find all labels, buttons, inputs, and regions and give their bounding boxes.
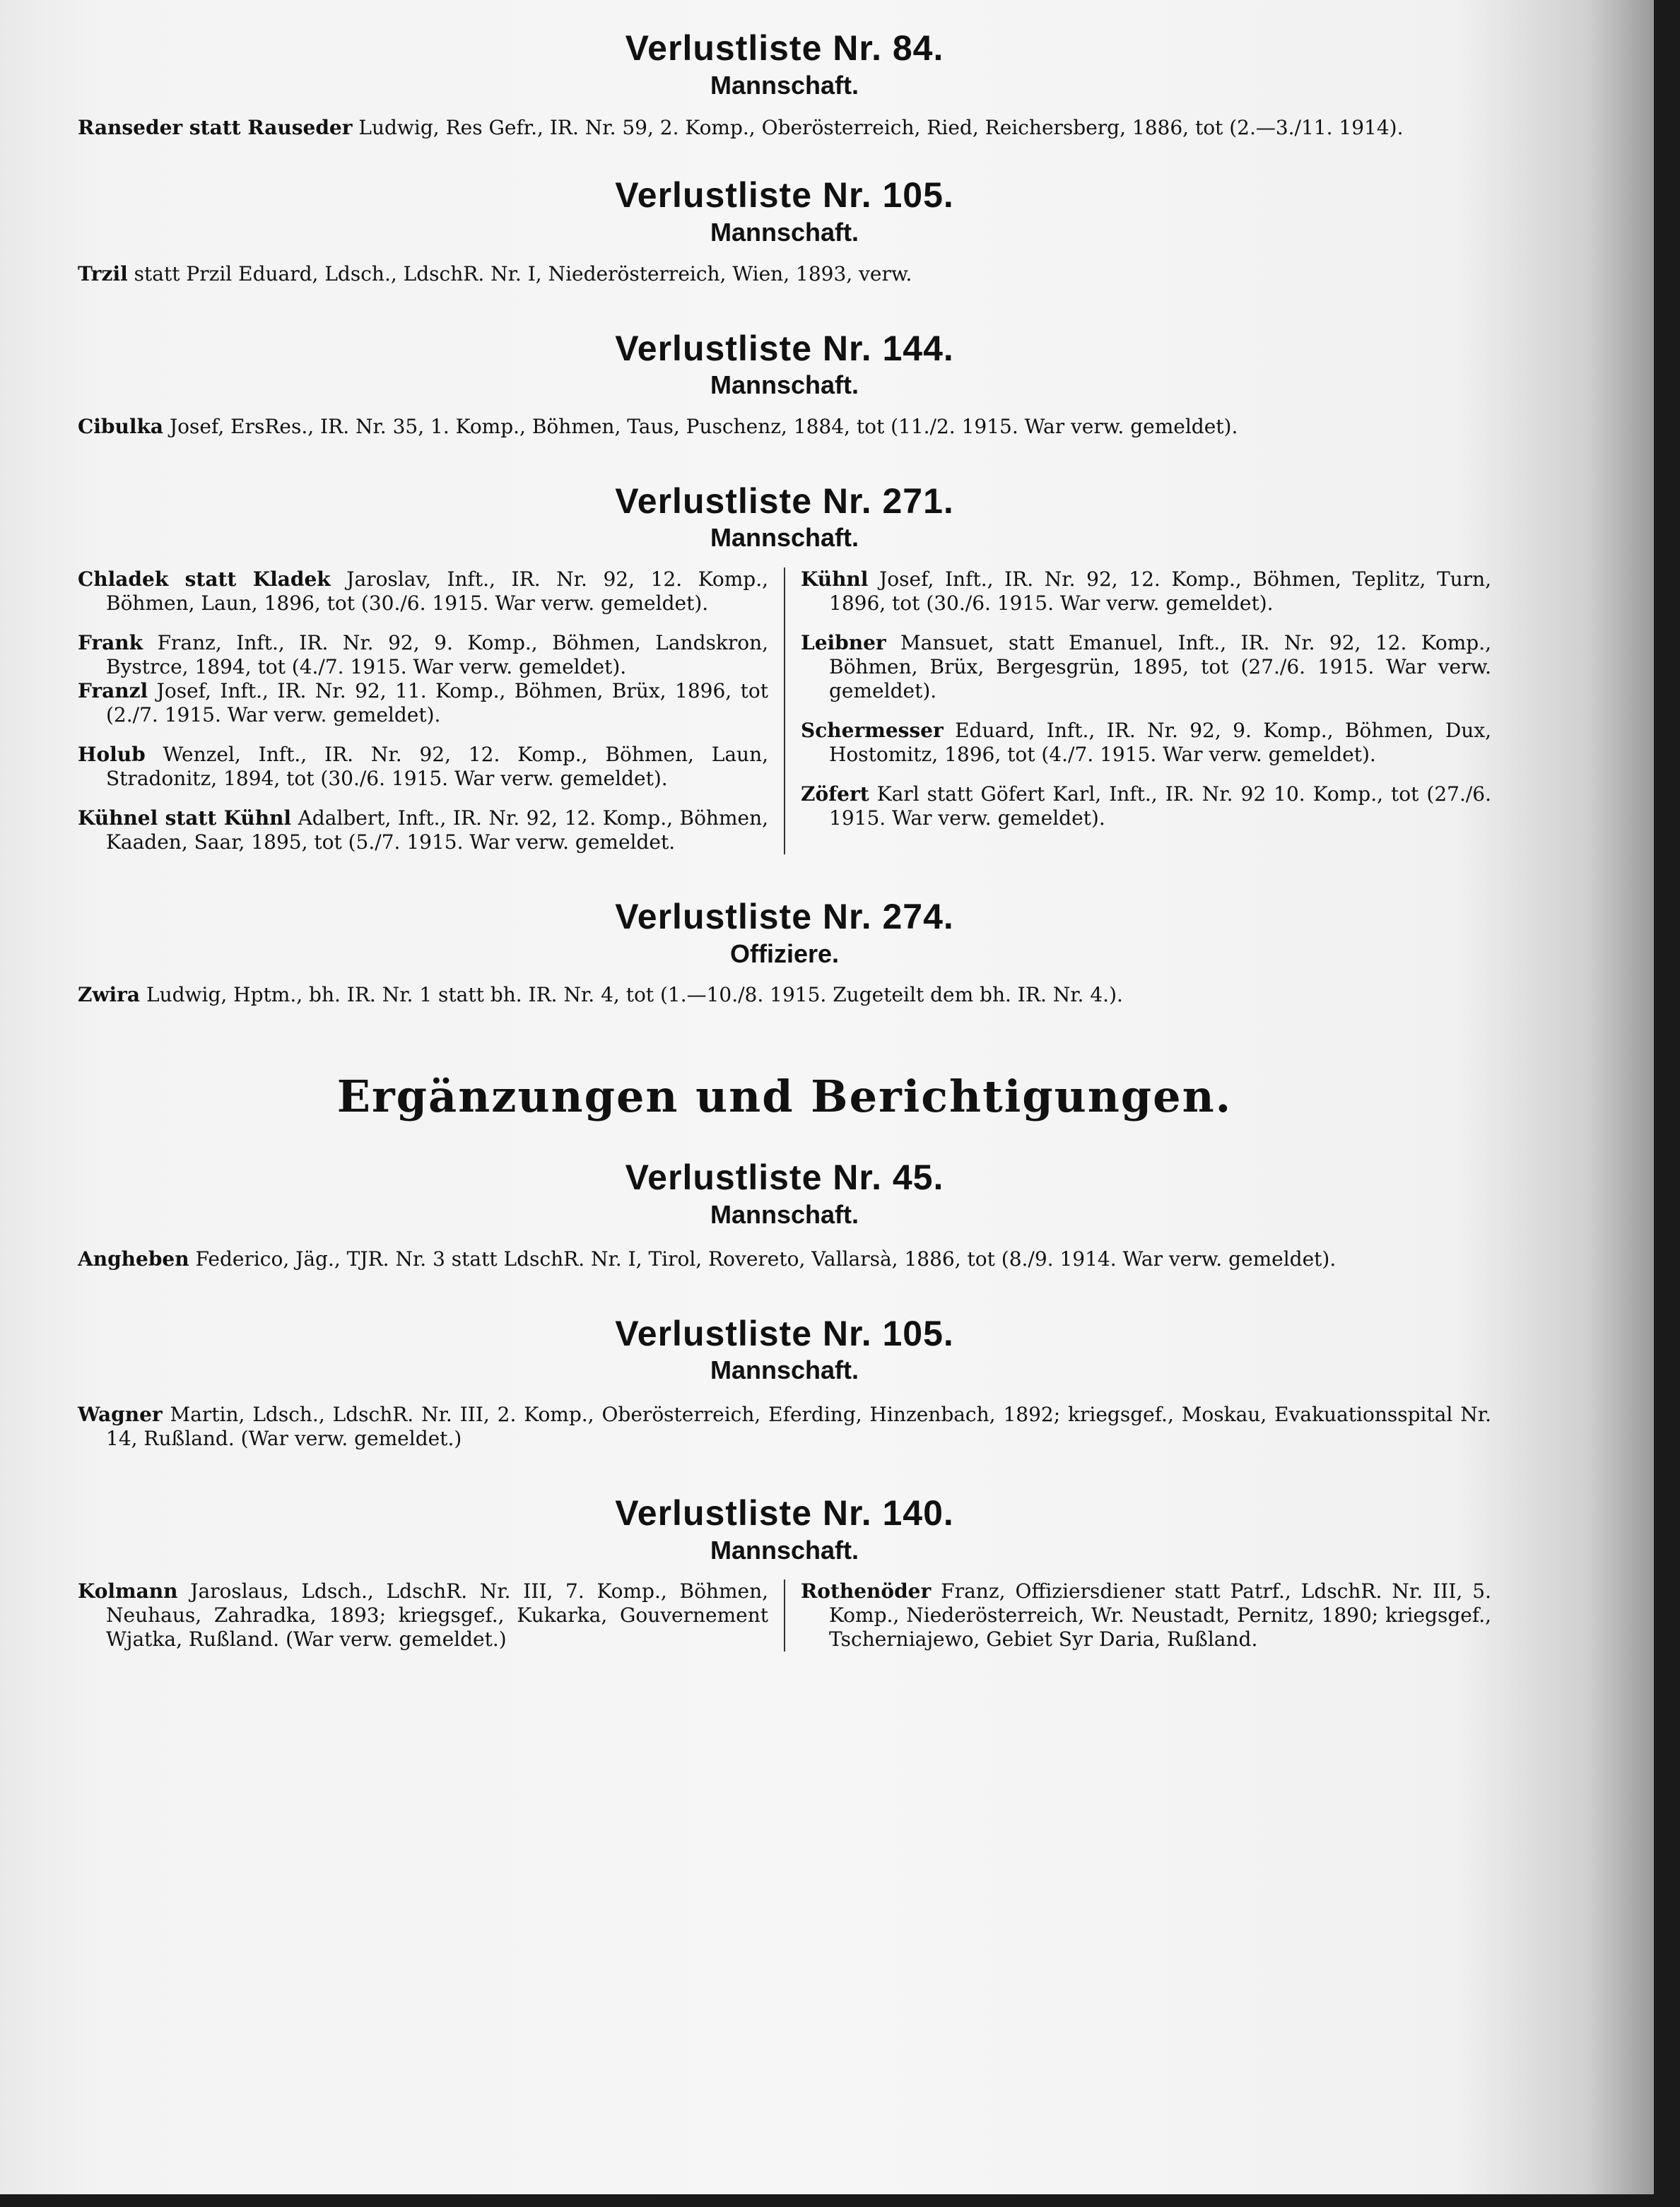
list-entry xyxy=(78,262,1491,286)
list-section-274 xyxy=(78,897,1491,1007)
right-column xyxy=(801,1579,1491,1652)
entry-name: Frank xyxy=(78,631,143,655)
entry-text: Eduard, Inft., IR. Nr. 92, 9. Komp., Böhmen, Dux, Hostomitz, 1896, tot (4./7. 1915. War verw. gemeldet). xyxy=(829,719,1492,767)
list-entry xyxy=(801,719,1491,767)
left-column xyxy=(78,1579,768,1652)
list-section-105-corrections xyxy=(78,1314,1491,1451)
right-column xyxy=(801,567,1491,854)
entry-text: Mansuet, statt Emanuel, Inft., IR. Nr. 92, 12. Komp., Böhmen, Brüx, Bergesgrün, 1895, tot (27./6. 1915. War verw. gemeldet). xyxy=(829,631,1492,703)
page-content xyxy=(78,28,1491,1680)
section-title: Verlustliste Nr. 271. xyxy=(615,481,954,521)
entry-name: Cibulka xyxy=(78,414,164,438)
section-subtitle: Mannschaft. xyxy=(710,217,859,247)
section-title: Verlustliste Nr. 105. xyxy=(615,1313,954,1353)
two-column-list xyxy=(78,567,1491,854)
entry-text: Martin, Ldsch., LdschR. Nr. III, 2. Komp., Oberösterreich, Eferding, Hinzenbach, 1892; kriegsgef., Moskau, Evakuationsspital Nr. 14, Rußland. (War verw. gemeldet.) xyxy=(106,1403,1491,1451)
entry-text: Wenzel, Inft., IR. Nr. 92, 12. Komp., Böhmen, Laun, Stradonitz, 1894, tot (30./6. 1915. War verw. gemeldet). xyxy=(106,743,769,791)
list-section-144 xyxy=(78,329,1491,439)
entry-text: Ludwig, Hptm., bh. IR. Nr. 1 statt bh. IR. Nr. 4, tot (1.—10./8. 1915. Zugeteilt dem bh. IR. Nr. 4.). xyxy=(140,983,1123,1007)
entry-name: Zwira xyxy=(78,983,141,1007)
list-section-84 xyxy=(78,28,1491,140)
list-section-45 xyxy=(78,1158,1491,1271)
list-entry xyxy=(78,415,1491,439)
two-column-list xyxy=(78,1579,1491,1652)
list-entry xyxy=(801,631,1491,703)
list-entry xyxy=(78,1403,1491,1451)
entry-text: Jaroslaus, Ldsch., LdschR. Nr. III, 7. Komp., Böhmen, Neuhaus, Zahradka, 1893; kriegsgef., Kukarka, Gouvernement Wjatka, Rußland. (War verw. gemeldet.) xyxy=(106,1579,769,1652)
list-entry xyxy=(78,1579,768,1652)
list-entry xyxy=(78,116,1491,140)
list-entry xyxy=(78,983,1491,1007)
entry-text: statt Przil Eduard, Ldsch., LdschR. Nr. I, Niederösterreich, Wien, 1893, verw. xyxy=(127,261,912,286)
entry-name: Holub xyxy=(78,743,146,767)
list-entry xyxy=(801,1579,1491,1652)
entry-text: Jaroslav, Inft., IR. Nr. 92, 12. Komp., Böhmen, Laun, 1896, tot (30./6. 1915. War verw. gemeldet). xyxy=(106,567,769,616)
entry-name: Kühnl xyxy=(801,567,869,592)
section-subtitle: Mannschaft. xyxy=(710,1355,859,1385)
entry-name: Wagner xyxy=(78,1403,163,1427)
entry-text: Franz, Inft., IR. Nr. 92, 9. Komp., Böhmen, Landskron, Bystrce, 1894, tot (4./7. 1915. War verw. gemeldet). xyxy=(106,631,769,679)
section-subtitle: Mannschaft. xyxy=(710,70,859,100)
list-section-140 xyxy=(78,1493,1491,1652)
entry-name: Kolmann xyxy=(78,1579,178,1603)
entry-text: Josef, ErsRes., IR. Nr. 35, 1. Komp., Böhmen, Taus, Puschenz, 1884, tot (11./2. 1915. War verw. gemeldet). xyxy=(163,414,1238,438)
left-column xyxy=(78,567,768,854)
entry-name: Schermesser xyxy=(801,719,944,743)
section-subtitle: Mannschaft. xyxy=(710,370,859,400)
entry-name: Rothenöder xyxy=(801,1579,932,1603)
entry-text: Ludwig, Res Gefr., IR. Nr. 59, 2. Komp., Oberösterreich, Ried, Reichersberg, 1886, tot (2.—3./11. 1914). xyxy=(352,116,1404,140)
section-subtitle: Mannschaft. xyxy=(710,523,859,553)
entry-text: Karl statt Göfert Karl, Inft., IR. Nr. 92 10. Komp., tot (27./6. 1915. War verw. gemeldet). xyxy=(829,782,1492,830)
list-entry xyxy=(78,567,768,616)
section-subtitle: Mannschaft. xyxy=(710,1199,859,1229)
entry-name: Kühnel statt Kühnl xyxy=(78,806,292,830)
list-entry xyxy=(78,743,768,791)
list-entry xyxy=(78,806,768,854)
entry-text: Josef, Inft., IR. Nr. 92, 12. Komp., Böhmen, Teplitz, Turn, 1896, tot (30./6. 1915. War verw. gemeldet). xyxy=(829,567,1492,616)
entry-text: Adalbert, Inft., IR. Nr. 92, 12. Komp., Böhmen, Kaaden, Saar, 1895, tot (5./7. 1915. War verw. gemeldet. xyxy=(106,806,769,854)
section-title: Verlustliste Nr. 274. xyxy=(615,897,954,937)
column-divider xyxy=(784,567,785,854)
list-entry xyxy=(78,1247,1491,1271)
entry-name: Leibner xyxy=(801,631,886,655)
list-entry xyxy=(78,631,768,679)
entry-name: Zöfert xyxy=(801,782,869,806)
section-title: Verlustliste Nr. 140. xyxy=(615,1493,954,1534)
section-title: Verlustliste Nr. 84. xyxy=(625,28,944,68)
entry-text: Franz, Offiziersdiener statt Patrf., LdschR. Nr. III, 5. Komp., Niederösterreich, Wr. Neustadt, Pernitz, 1890; kriegsgef., Tscherniajewo, Gebiet Syr Daria, Rußland. xyxy=(829,1579,1492,1652)
corrections-heading: Ergänzungen und Berichtigungen. xyxy=(336,1071,1233,1123)
entry-name: Trzil xyxy=(78,261,128,286)
list-entry xyxy=(801,567,1491,616)
entry-name: Chladek statt Kladek xyxy=(78,567,331,592)
list-entry xyxy=(78,679,768,727)
section-subtitle: Mannschaft. xyxy=(710,1535,859,1565)
column-divider xyxy=(784,1579,785,1652)
list-section-105 xyxy=(78,175,1491,286)
list-section-271 xyxy=(78,481,1491,854)
section-title: Verlustliste Nr. 144. xyxy=(615,328,954,368)
list-entry xyxy=(801,782,1491,830)
section-title: Verlustliste Nr. 45. xyxy=(625,1158,944,1198)
entry-text: Josef, Inft., IR. Nr. 92, 11. Komp., Böhmen, Brüx, 1896, tot (2./7. 1915. War verw. gemeldet). xyxy=(106,679,769,727)
entry-name: Ranseder statt Rauseder xyxy=(78,116,353,140)
entry-text: Federico, Jäg., TJR. Nr. 3 statt LdschR. Nr. I, Tirol, Rovereto, Vallarsà, 1886, tot (8./9. 1914. War verw. gemeldet). xyxy=(189,1247,1337,1271)
section-title: Verlustliste Nr. 105. xyxy=(615,175,954,216)
section-subtitle: Offiziere. xyxy=(729,938,840,968)
entry-name: Angheben xyxy=(78,1247,189,1271)
entry-name: Franzl xyxy=(78,679,148,703)
